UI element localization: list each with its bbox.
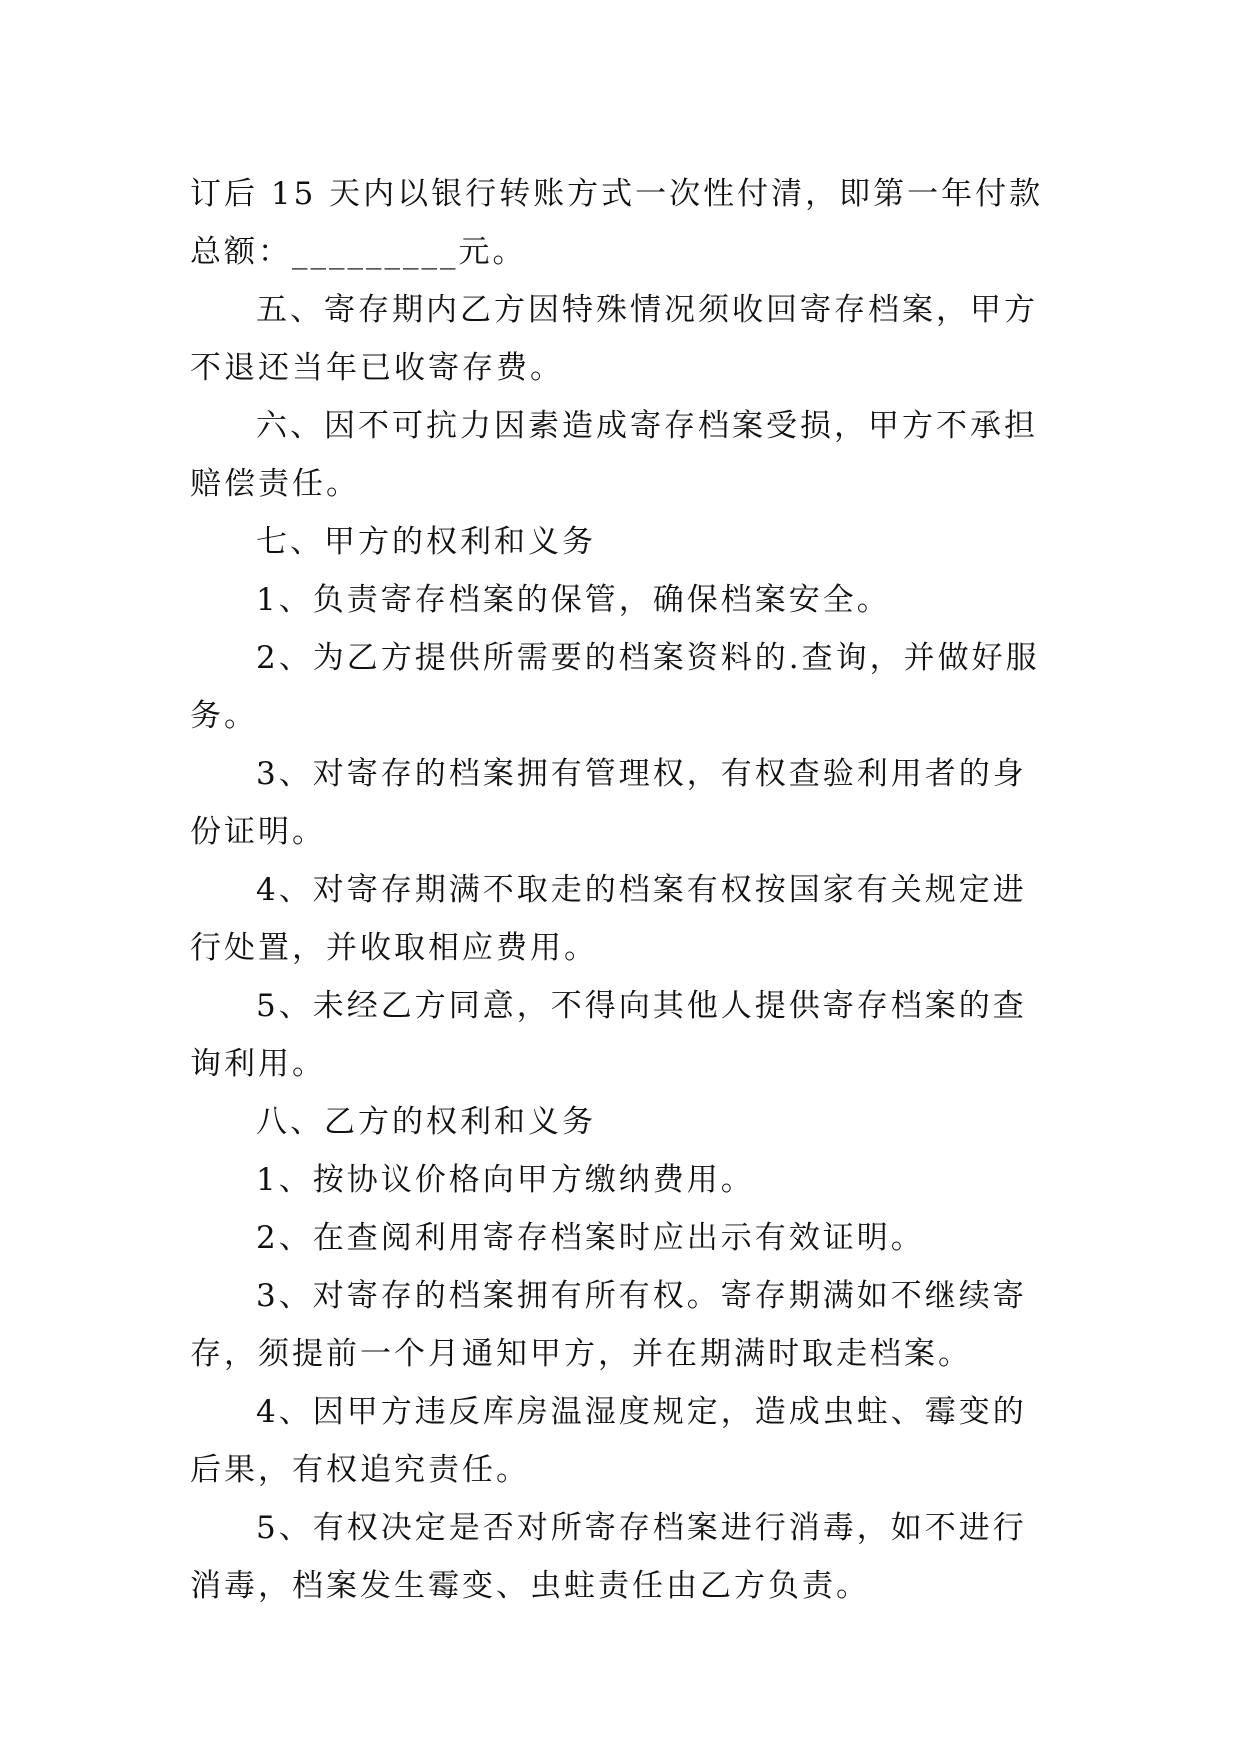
paragraph-clause-6: 六、因不可抗力因素造成寄存档案受损，甲方不承担赔偿责任。 xyxy=(190,408,1038,502)
paragraph-party-b-item-5: 5、有权决定是否对所寄存档案进行消毒，如不进行消毒，档案发生霉变、虫蛀责任由乙方负责。 xyxy=(190,1510,1027,1604)
paragraph-party-a-item-5: 5、未经乙方同意，不得向其他人提供寄存档案的查询利用。 xyxy=(190,988,1027,1082)
paragraph-party-a-item-3: 3、对寄存的档案拥有管理权，有权查验利用者的身份证明。 xyxy=(190,756,1027,850)
document-body xyxy=(190,165,1050,1615)
paragraph-party-b-item-3: 3、对寄存的档案拥有所有权。寄存期满如不继续寄存，须提前一个月通知甲方，并在期满时取走档案。 xyxy=(190,1278,1027,1372)
heading-party-b-rights: 八、乙方的权利和义务 xyxy=(256,1104,596,1140)
paragraph-party-a-item-2: 2、为乙方提供所需要的档案资料的.查询，并做好服务。 xyxy=(190,640,1040,734)
paragraph-party-a-item-4: 4、对寄存期满不取走的档案有权按国家有关规定进行处置，并收取相应费用。 xyxy=(190,872,1027,966)
paragraph-clause-5: 五、寄存期内乙方因特殊情况须收回寄存档案，甲方不退还当年已收寄存费。 xyxy=(190,292,1038,386)
paragraph-party-b-item-4: 4、因甲方违反库房温湿度规定，造成虫蛀、霉变的后果，有权追究责任。 xyxy=(190,1394,1027,1488)
paragraph-party-a-item-1: 1、负责寄存档案的保管，确保档案安全。 xyxy=(256,582,891,618)
paragraph-party-b-item-1: 1、按协议价格向甲方缴纳费用。 xyxy=(256,1162,755,1198)
heading-party-a-rights: 七、甲方的权利和义务 xyxy=(256,524,596,560)
paragraph-party-b-item-2: 2、在查阅利用寄存档案时应出示有效证明。 xyxy=(256,1220,925,1256)
paragraph-payment-continuation: 订后 15 天内以银行转账方式一次性付清，即第一年付款总额：_________元。 xyxy=(190,176,1044,270)
